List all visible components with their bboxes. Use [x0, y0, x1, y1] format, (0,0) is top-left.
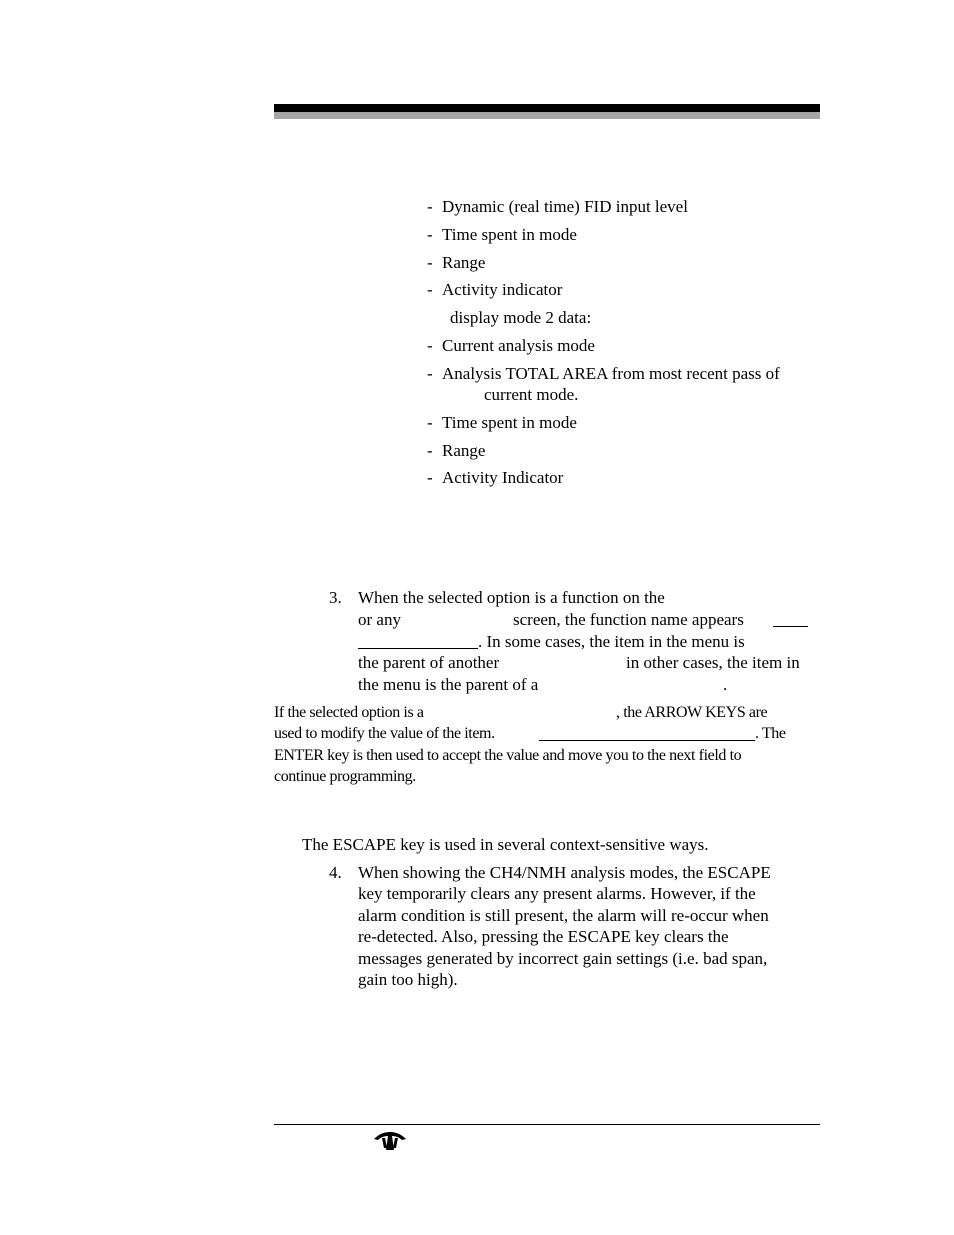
- blank-underline: [539, 726, 755, 741]
- para-line-1a: If the selected option is a: [274, 704, 424, 721]
- list-item: Current analysis mode: [442, 336, 595, 355]
- para-line-2a: used to modify the value of the item.: [274, 725, 495, 742]
- para-line-1b: , the ARROW KEYS are: [616, 704, 768, 721]
- list-heading: display mode 2 data:: [450, 308, 592, 327]
- list-item: Range: [442, 441, 486, 460]
- step-number: 3.: [329, 588, 342, 607]
- para-line-4: continue programming.: [274, 768, 416, 785]
- blank-underline: [773, 612, 808, 627]
- bullet-dash: -: [427, 197, 433, 216]
- list-item: Time spent in mode: [442, 225, 577, 244]
- bullet-dash: -: [427, 280, 433, 299]
- step4-line: alarm condition is still present, the alarm will re-occur when: [358, 906, 769, 925]
- step3-line-5b: .: [723, 675, 728, 694]
- teledyne-logo-icon: [372, 1130, 408, 1152]
- para-line-2b: . The: [755, 725, 786, 742]
- list-item: Activity Indicator: [442, 468, 564, 487]
- header-rule-black: [274, 104, 820, 112]
- list-item: Analysis TOTAL AREA from most recent pass of: [442, 364, 780, 383]
- step4-line: gain too high).: [358, 970, 458, 989]
- step-number: 4.: [329, 863, 342, 882]
- list-item: Dynamic (real time) FID input level: [442, 197, 688, 216]
- step4-line: messages generated by incorrect gain settings (i.e. bad span,: [358, 949, 768, 968]
- step3-line-2b: screen, the function name appears: [513, 610, 744, 629]
- step4-line: key temporarily clears any present alarms. However, if the: [358, 884, 756, 903]
- bullet-dash: -: [427, 225, 433, 244]
- step4-line: When showing the CH4/NMH analysis modes, the ESCAPE: [358, 863, 771, 882]
- step3-line-1: When the selected option is a function on the: [358, 588, 665, 607]
- step3-line-2a: or any: [358, 610, 401, 629]
- list-item: Range: [442, 253, 486, 272]
- para-line-3: ENTER key is then used to accept the value and move you to the next field to: [274, 747, 742, 764]
- list-item: Activity indicator: [442, 280, 563, 299]
- blank-underline: [358, 634, 478, 649]
- bullet-dash: -: [427, 413, 433, 432]
- bullet-dash: -: [427, 336, 433, 355]
- list-item: Time spent in mode: [442, 413, 577, 432]
- step4-line: re-detected. Also, pressing the ESCAPE key clears the: [358, 927, 729, 946]
- bullet-dash: -: [427, 468, 433, 487]
- bullet-dash: -: [427, 441, 433, 460]
- footer-rule: [274, 1124, 820, 1125]
- step3-line-4a: the parent of another: [358, 653, 500, 672]
- escape-intro: The ESCAPE key is used in several context-sensitive ways.: [302, 835, 709, 854]
- step3-line-5a: the menu is the parent of a: [358, 675, 539, 694]
- step3-line-3: . In some cases, the item in the menu is: [478, 632, 745, 651]
- bullet-dash: -: [427, 364, 433, 383]
- bullet-dash: -: [427, 253, 433, 272]
- header-rule-gray: [274, 112, 820, 119]
- step3-line-4b: in other cases, the item in: [626, 653, 800, 672]
- list-item-continuation: current mode.: [484, 385, 579, 404]
